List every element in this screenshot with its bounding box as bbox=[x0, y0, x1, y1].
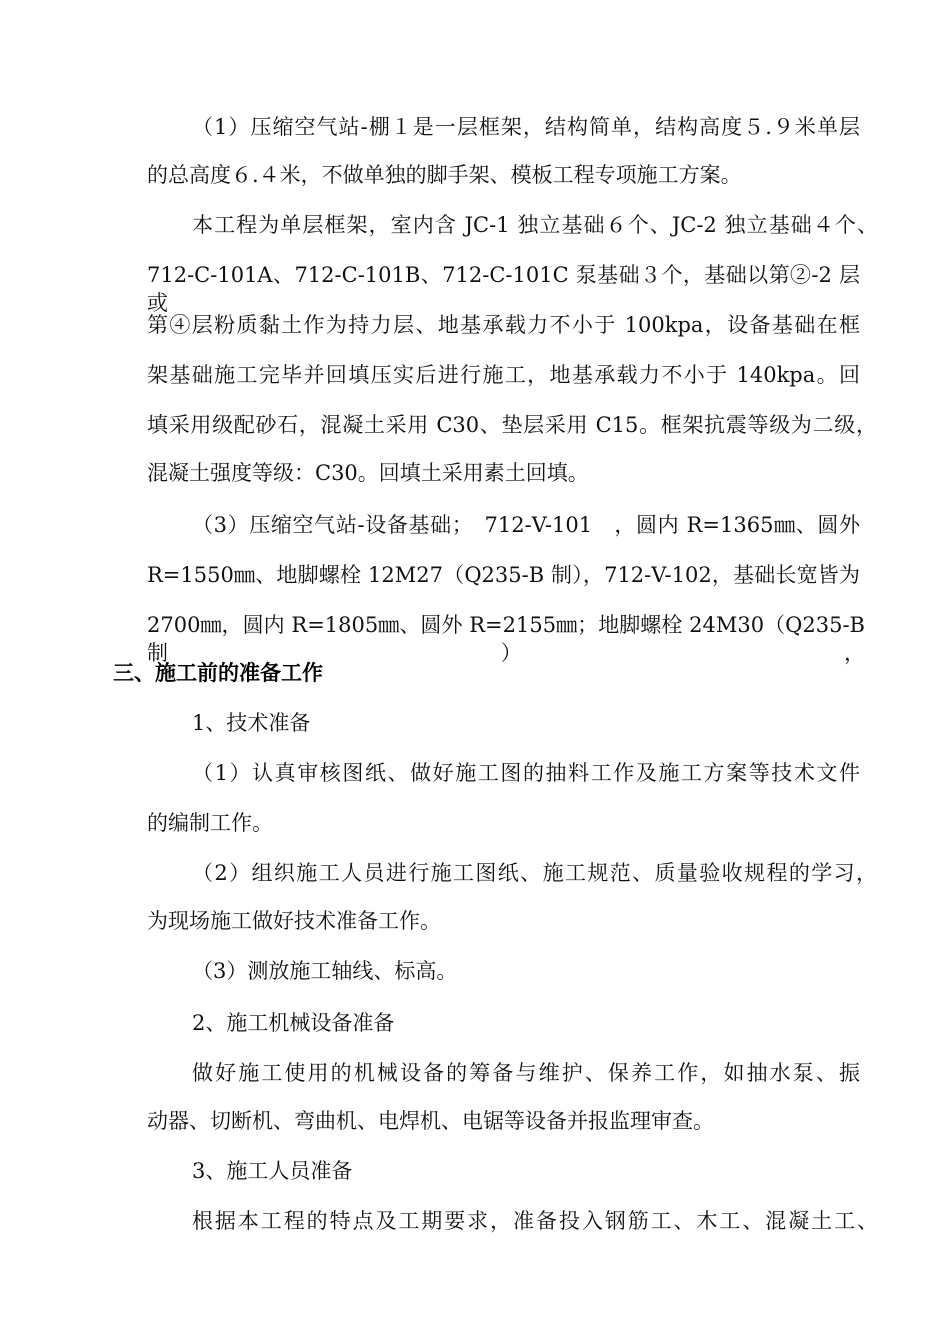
paragraph-line: 第④层粉质黏土作为持力层、地基承载力不小于 100kpa，设备基础在框 bbox=[147, 313, 860, 337]
paragraph-line: R=1550㎜、地脚螺栓 12M27（Q235-B 制），712-V-102，基础长宽皆为 bbox=[147, 563, 860, 587]
paragraph-line: 混凝土强度等级：C30。回填土采用素土回填。 bbox=[147, 461, 589, 485]
subsection-heading: 3、施工人员准备 bbox=[192, 1159, 353, 1183]
paragraph-line: （3）测放施工轴线、标高。 bbox=[192, 959, 458, 983]
paragraph-line: （1）压缩空气站-棚１是一层框架，结构简单，结构高度５.９米单层 bbox=[192, 115, 860, 139]
paragraph-line: 为现场施工做好技术准备工作。 bbox=[147, 909, 441, 933]
subsection-heading: 1、技术准备 bbox=[192, 711, 311, 735]
section-heading: 三、施工前的准备工作 bbox=[113, 661, 323, 685]
paragraph-line: 712-C-101A、712-C-101B、712-C-101C 泵基础３个，基础以第②-2 层或 bbox=[147, 263, 860, 315]
paragraph-line: 做好施工使用的机械设备的筹备与维护、保养工作，如抽水泵、振 bbox=[192, 1061, 860, 1085]
paragraph-line: 2700㎜，圆内 R=1805㎜、圆外 R=2155㎜；地脚螺栓 24M30（Q235-B 制）， bbox=[147, 613, 865, 665]
paragraph-line: 的总高度６.４米，不做单独的脚手架、模板工程专项施工方案。 bbox=[147, 163, 742, 187]
subsection-heading: 2、施工机械设备准备 bbox=[192, 1011, 395, 1035]
paragraph-line: 动器、切断机、弯曲机、电焊机、电锯等设备并报监理审查。 bbox=[147, 1109, 714, 1133]
paragraph-line: （3）压缩空气站-设备基础； 712-V-101 ，圆内 R=1365㎜、圆外 bbox=[192, 513, 860, 537]
paragraph-line: 填采用级配砂石，混凝土采用 C30、垫层采用 C15。框架抗震等级为二级， bbox=[147, 413, 877, 437]
paragraph-line: （2）组织施工人员进行施工图纸、施工规范、质量验收规程的学习， bbox=[192, 861, 877, 885]
paragraph-line: 根据本工程的特点及工期要求，准备投入钢筋工、木工、混凝土工、 bbox=[192, 1209, 878, 1233]
paragraph-line: 的编制工作。 bbox=[147, 811, 273, 835]
paragraph-line: （1）认真审核图纸、做好施工图的抽料工作及施工方案等技术文件 bbox=[192, 761, 860, 785]
paragraph-line: 架基础施工完毕并回填压实后进行施工，地基承载力不小于 140kpa。回 bbox=[147, 363, 860, 387]
paragraph-line: 本工程为单层框架，室内含 JC-1 独立基础６个、JC-2 独立基础４个、 bbox=[192, 213, 878, 237]
